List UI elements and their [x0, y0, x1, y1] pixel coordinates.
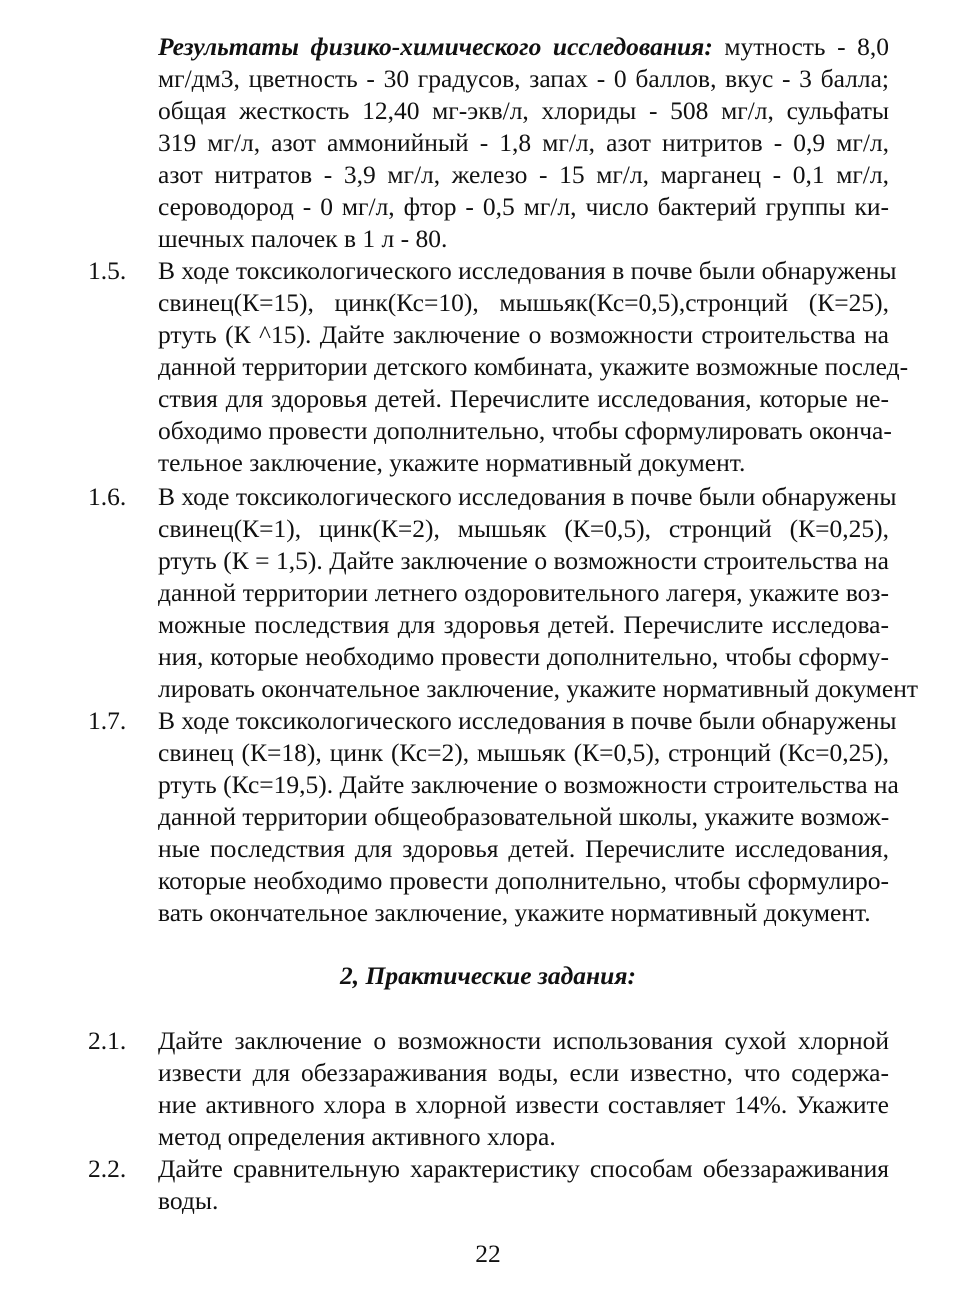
- task-2-1-line-1: Дайте заключение о возможности использования сухой хлорной: [158, 1026, 889, 1055]
- intro-line-2: мг/дм3, цветность - 30 градусов, запах - 0 баллов, вкус - 3 балла;: [158, 64, 889, 93]
- task-1-7-line-2: свинец (К=18), цинк (Кс=2), мышьяк (К=0,5), стронций (Кс=0,25),: [158, 738, 889, 767]
- task-1-6-line-1: В ходе токсикологического исследования в почве были обнаружены: [158, 482, 897, 511]
- task-1-6-line-5: можные последствия для здоровья детей. Перечислите исследова-: [158, 610, 889, 639]
- task-number-1-6: 1.6.: [88, 482, 127, 511]
- task-1-5-line-6: обходимо провести дополнительно, чтобы сформулировать оконча-: [158, 416, 892, 445]
- task-1-5-line-5: ствия для здоровья детей. Перечислите исследования, которые не-: [158, 384, 889, 413]
- task-2-1-line-2: извести для обеззараживания воды, если известно, что содержа-: [158, 1058, 889, 1087]
- task-number-2-2: 2.2.: [88, 1154, 127, 1183]
- task-1-6-line-2: свинец(К=1), цинк(К=2), мышьяк (К=0,5), стронций (К=0,25),: [158, 514, 889, 543]
- intro-line-1-text: мутность - 8,0: [712, 32, 889, 61]
- task-1-7-line-6: которые необходимо провести дополнительно, чтобы сформулиро-: [158, 866, 889, 895]
- task-1-7-line-4: данной территории общеобразовательной школы, укажите возмож-: [158, 802, 890, 831]
- task-1-7-line-1: В ходе токсикологического исследования в почве были обнаружены: [158, 706, 897, 735]
- task-1-6-line-3: ртуть (К = 1,5). Дайте заключение о возможности строительства на: [158, 546, 889, 575]
- task-1-5-line-7: тельное заключение, укажите нормативный документ.: [158, 448, 746, 477]
- task-1-5-line-3: ртуть (К ^15). Дайте заключение о возможности строительства на: [158, 320, 889, 349]
- task-1-6-line-7: лировать окончательное заключение, укажите нормативный документ: [158, 674, 919, 703]
- intro-line-6: сероводород - 0 мг/л, фтор - 0,5 мг/л, число бактерий группы ки-: [158, 192, 889, 221]
- task-1-5-line-2: свинец(К=15), цинк(Кс=10), мышьяк(Кс=0,5),стронций (К=25),: [158, 288, 889, 317]
- task-2-1-line-4: метод определения активного хлора.: [158, 1122, 556, 1151]
- intro-lead: Результаты физико-химического исследования:: [158, 32, 713, 61]
- task-1-7-line-7: вать окончательное заключение, укажите нормативный документ.: [158, 898, 871, 927]
- task-2-2-line-2: воды.: [158, 1186, 219, 1215]
- page-number: 22: [475, 1239, 501, 1268]
- task-1-6-line-6: ния, которые необходимо провести дополнительно, чтобы сформу-: [158, 642, 889, 671]
- intro-line-5: азот нитратов - 3,9 мг/л, железо - 15 мг/л, марганец - 0,1 мг/л,: [158, 160, 889, 189]
- intro-line-3: общая жесткость 12,40 мг-экв/л, хлориды - 508 мг/л, сульфаты: [158, 96, 889, 125]
- section-title: 2, Практические задания:: [340, 961, 636, 990]
- intro-line-4: 319 мг/л, азот аммонийный - 1,8 мг/л, азот нитритов - 0,9 мг/л,: [158, 128, 889, 157]
- task-2-2-line-1: Дайте сравнительную характеристику способам обеззараживания: [158, 1154, 889, 1183]
- task-number-1-7: 1.7.: [88, 706, 127, 735]
- task-1-5-line-1: В ходе токсикологического исследования в почве были обнаружены: [158, 256, 897, 285]
- task-number-2-1: 2.1.: [88, 1026, 127, 1055]
- task-1-6-line-4: данной территории летнего оздоровительного лагеря, укажите воз-: [158, 578, 889, 607]
- intro-line-1: [158, 31, 889, 63]
- task-1-5-line-4: данной территории детского комбината, укажите возможные послед-: [158, 352, 909, 381]
- task-number-1-5: 1.5.: [88, 256, 127, 285]
- intro-line-7: шечных палочек в 1 л - 80.: [158, 224, 448, 253]
- task-1-7-line-3: ртуть (Кс=19,5). Дайте заключение о возможности строительства на: [158, 770, 899, 799]
- task-2-1-line-3: ние активного хлора в хлорной извести составляет 14%. Укажите: [158, 1090, 889, 1119]
- task-1-7-line-5: ные последствия для здоровья детей. Перечислите исследования,: [158, 834, 889, 863]
